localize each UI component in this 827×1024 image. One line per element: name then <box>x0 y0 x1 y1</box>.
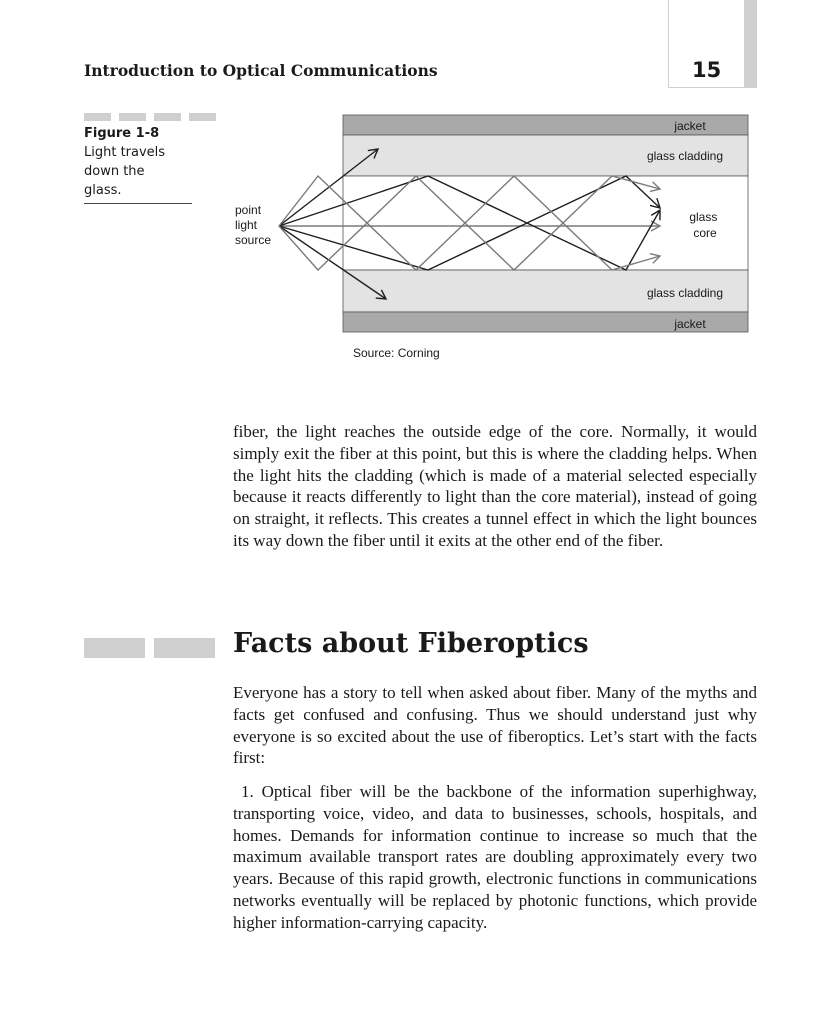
figure-description: Light travels down the glass. <box>84 145 166 198</box>
running-head: Introduction to Optical Communications <box>84 61 438 80</box>
figure-label: Figure 1-8 <box>84 126 160 141</box>
glass-core <box>343 176 748 270</box>
list-item-text: Optical fiber will be the backbone of the information superhighway, transporting voice, video, and data to businesses, schools, hospitals, and homes. Demands for information continue to increase so much that the maximum available transport rates are doubling approximately every two years. Because of this rapid growth, electronic functions in communications networks eventually will be replaced by photonic functions, which provide higher information-carrying capacity. <box>233 782 757 932</box>
body-paragraph: fiber, the light reaches the outside edge of the core. Normally, it would simply exit the fiber at this point, but this is where the cladding helps. When the light hits the cladding (which is made of a material selected especially because it reacts differently to light than the core material), instead of going on straight, it reflects. This creates a tunnel effect in which the light bounces its way down the fiber until it exits at the other end of the fiber. <box>233 422 757 550</box>
cladding-top-label: glass cladding <box>646 149 724 163</box>
jacket-top-label: jacket <box>674 119 706 133</box>
cladding-bottom-label: glass cladding <box>646 286 724 300</box>
figure-source: Source: Corning <box>353 346 440 360</box>
section-marker-bar <box>84 638 145 658</box>
body-paragraph: Everyone has a story to tell when asked about fiber. Many of the myths and facts get confused and confusing. Thus we should understand just why everyone is so excited about the use of fiberoptics. Let’s start with the facts first: <box>233 683 757 768</box>
light-source-label: point light source <box>235 203 272 247</box>
page-number: 15 <box>692 58 722 82</box>
fiber-diagram <box>0 0 827 380</box>
list-item-number: 1. <box>241 782 254 801</box>
section-heading: Facts about Fiberoptics <box>233 628 589 659</box>
jacket-bottom-label: jacket <box>674 317 706 331</box>
list-item <box>233 781 757 934</box>
section-marker-bar <box>154 638 215 658</box>
core-label: glass core <box>689 210 718 240</box>
